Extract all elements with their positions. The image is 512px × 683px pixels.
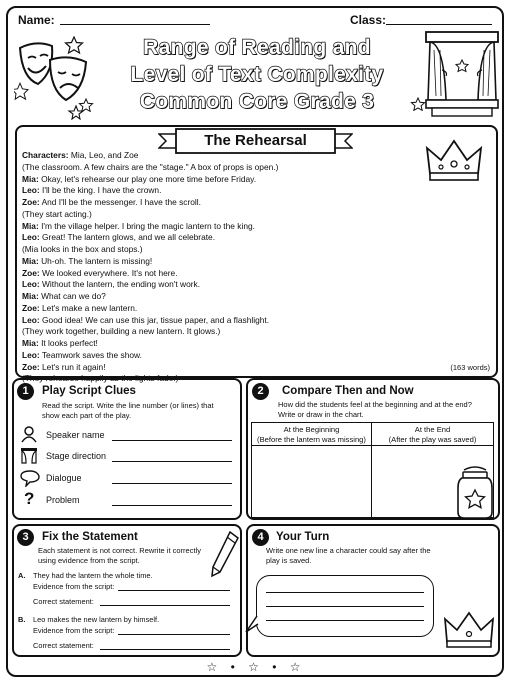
statement-text: They had the lantern the whole time. — [33, 571, 153, 580]
dialogue-line: Zoe: And I'll be the messenger. I have the scroll. — [22, 197, 201, 207]
person-icon — [20, 425, 38, 443]
title-line-1: Range of Reading and — [143, 36, 371, 59]
dialogue-line: Leo: Good idea! We can use this jar, tissue paper, and a flashlight. — [22, 314, 270, 325]
evidence-label: Evidence from the script: — [33, 582, 115, 591]
stage-direction-line: (They start acting.) — [22, 208, 92, 219]
dialogue-line: Mia: It looks perfect! — [22, 338, 98, 348]
answer-line[interactable] — [266, 606, 424, 607]
speech-bubble-tail — [244, 614, 262, 636]
section-number: 1 — [17, 383, 34, 400]
dialogue-line: Leo: Without the lantern, the ending won't work. — [22, 279, 201, 290]
answer-line[interactable] — [112, 440, 232, 441]
section-title: Compare Then and Now — [282, 385, 414, 397]
answer-line[interactable] — [266, 592, 424, 593]
clue-label: Speaker name — [46, 430, 105, 440]
section-instructions: Write one new line a character could say after the play is saved. — [266, 546, 431, 565]
answer-line[interactable] — [112, 483, 232, 484]
statement-letter: A. — [18, 571, 26, 580]
answer-line[interactable] — [118, 634, 230, 635]
answer-line[interactable] — [100, 649, 230, 650]
section-title: Your Turn — [276, 531, 330, 543]
name-field[interactable] — [60, 24, 210, 25]
answer-line[interactable] — [100, 605, 230, 606]
speech-bubble-icon — [20, 469, 40, 487]
dialogue-line: Mia: I'm the village helper. I bring the magic lantern to the king. — [22, 220, 255, 231]
correct-label: Correct statement: — [33, 641, 94, 650]
statement-letter: B. — [18, 615, 26, 624]
lantern-jar-icon — [456, 466, 494, 520]
dialogue-line: Leo: I'll be the king. I have the crown. — [22, 185, 162, 196]
chart-header-beginning: At the Beginning (Before the lantern was missing) — [252, 423, 372, 446]
pencil-icon — [208, 530, 240, 580]
answer-line[interactable] — [112, 461, 232, 462]
dialogue-line: Leo: Great! The lantern glows, and we all celebrate. — [22, 232, 216, 243]
stage-direction-line: (The classroom. A few chairs are the "stage." A box of props is open.) — [22, 161, 279, 172]
section-number: 4 — [252, 529, 269, 546]
class-label: Class: — [350, 13, 387, 27]
clue-label: Stage direction — [46, 451, 107, 461]
stage-direction-line: (Mia looks in the box and stops.) — [22, 244, 143, 254]
section-instructions: Read the script. Write the line number (or lines) that show each part of the play. — [42, 401, 214, 420]
clue-label: Problem — [46, 495, 80, 505]
chart-header-end: At the End (After the play was saved) — [372, 423, 493, 446]
star-icon — [78, 98, 94, 112]
crown-icon — [443, 610, 495, 650]
stage-direction-line: (They rehearse happily as the lights fade.) — [22, 373, 179, 384]
section-instructions: How did the students feel at the beginning and at the end? Write or draw in the chart. — [278, 400, 472, 419]
footer-ornament: ☆ • ☆ • ☆ — [206, 660, 306, 674]
characters-line: Characters: Mia, Leo, and Zoe — [22, 150, 139, 160]
clue-label: Dialogue — [46, 473, 82, 483]
star-icon — [410, 97, 426, 111]
section-number: 3 — [17, 529, 34, 546]
class-field[interactable] — [386, 24, 492, 25]
correct-label: Correct statement: — [33, 597, 94, 606]
stage-curtain-icon — [20, 447, 38, 465]
title-line-3: Common Core Grade 3 — [139, 90, 375, 113]
stage-direction-line: (They work together, building a new lantern. It glows.) — [22, 326, 221, 337]
dialogue-line: Leo: Teamwork saves the show. — [22, 349, 142, 360]
dialogue-line: Mia: Uh-oh. The lantern is missing! — [22, 255, 153, 266]
question-mark-icon: ? — [24, 489, 35, 508]
section-title: Fix the Statement — [42, 531, 138, 543]
dialogue-line: Zoe: Let's run it again! — [22, 361, 106, 372]
star-icon — [64, 36, 84, 54]
dialogue-line: Zoe: We looked everywhere. It's not here. — [22, 267, 178, 278]
dialogue-line: Mia: What can we do? — [22, 291, 106, 301]
evidence-label: Evidence from the script: — [33, 626, 115, 635]
statement-text: Leo makes the new lantern by himself. — [33, 615, 160, 624]
answer-line[interactable] — [118, 590, 230, 591]
section-title: Play Script Clues — [42, 385, 136, 397]
answer-line[interactable] — [266, 620, 424, 621]
section-number: 2 — [252, 383, 269, 400]
crown-icon — [425, 138, 483, 182]
dialogue-line: Zoe: Let's make a new lantern. — [22, 302, 138, 313]
passage-title: The Rehearsal — [204, 132, 307, 149]
dialogue-line: Mia: Okay, let's rehearse our play one more time before Friday. — [22, 173, 257, 184]
answer-line[interactable] — [112, 505, 232, 506]
section-instructions: Each statement is not correct. Rewrite it correctly using evidence from the script. — [38, 546, 201, 565]
stage-curtain-icon — [424, 30, 500, 120]
title-line-2: Level of Text Complexity — [130, 63, 384, 86]
chart-cell-beginning[interactable] — [252, 446, 372, 517]
name-label: Name: — [18, 13, 55, 27]
word-count: (163 words) — [450, 363, 490, 372]
play-script — [22, 150, 422, 385]
